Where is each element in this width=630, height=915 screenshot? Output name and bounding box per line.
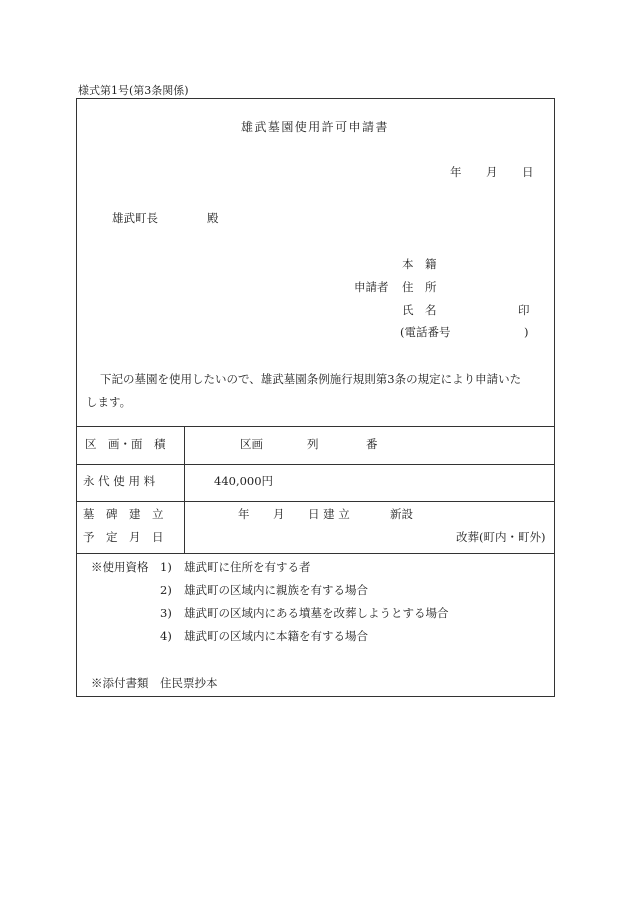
applicant-honseki-label: 本 籍 xyxy=(402,257,437,271)
applicant-prefix-label: 申請者 xyxy=(354,280,389,294)
date-month-label: 月 xyxy=(486,165,498,179)
monument-year-label: 年 xyxy=(238,507,250,521)
qualifications-heading: ※使用資格 xyxy=(91,560,149,574)
plot-kukaku-label: 区画 xyxy=(240,437,263,451)
plot-retsu-label: 列 xyxy=(307,437,319,451)
date-day-label: 日 xyxy=(522,165,534,179)
request-text-line1: 下記の墓園を使用したいので、雄武墓園条例施行規則第3条の規定により申請いた xyxy=(100,372,522,386)
plot-area-label: 区 画・面 積 xyxy=(85,437,166,451)
qualification-num: 4) xyxy=(160,629,172,643)
perpetual-fee-label: 永 代 使 用 料 xyxy=(83,474,156,488)
qualification-num: 1) xyxy=(160,560,172,574)
divider-plot-bottom xyxy=(77,464,554,465)
qualification-text: 雄武町に住所を有する者 xyxy=(184,560,311,574)
qualification-text: 雄武町の区域内にある墳墓を改葬しようとする場合 xyxy=(184,606,449,620)
monument-month-label: 月 xyxy=(273,507,285,521)
applicant-name-label: 氏 名 xyxy=(402,303,437,317)
divider-monument-bottom xyxy=(77,553,554,554)
qualification-num: 3) xyxy=(160,606,172,620)
request-text-line2: します。 xyxy=(86,395,132,409)
form-number-label: 様式第1号(第3条関係) xyxy=(78,84,189,97)
seal-mark: 印 xyxy=(518,303,530,317)
perpetual-fee-value: 440,000円 xyxy=(214,474,274,488)
monument-relocate-label: 改葬(町内・町外) xyxy=(456,530,546,544)
plot-ban-label: 番 xyxy=(366,437,378,451)
attachments-text: 住民票抄本 xyxy=(160,676,218,690)
addressee-honorific: 殿 xyxy=(207,211,219,225)
qualification-text: 雄武町の区域内に親族を有する場合 xyxy=(184,583,368,597)
phone-close-paren: ) xyxy=(524,325,529,339)
phone-open-label: (電話番号 xyxy=(400,325,451,339)
monument-label-line1: 墓 碑 建 立 xyxy=(83,507,164,521)
monument-label-line2: 予 定 月 日 xyxy=(83,530,164,544)
monument-day-build-label: 日 建 立 xyxy=(308,507,350,521)
date-year-label: 年 xyxy=(450,165,462,179)
qualification-text: 雄武町の区域内に本籍を有する場合 xyxy=(184,629,368,643)
applicant-address-label: 住 所 xyxy=(402,280,437,294)
attachments-heading: ※添付書類 xyxy=(91,676,149,690)
monument-new-label: 新設 xyxy=(390,507,413,521)
label-column-divider xyxy=(184,426,185,553)
divider-intro-bottom xyxy=(77,426,554,427)
qualification-num: 2) xyxy=(160,583,172,597)
addressee-name: 雄武町長 xyxy=(112,211,158,225)
document-title: 雄武墓園使用許可申請書 xyxy=(241,120,389,134)
divider-fee-bottom xyxy=(77,501,554,502)
